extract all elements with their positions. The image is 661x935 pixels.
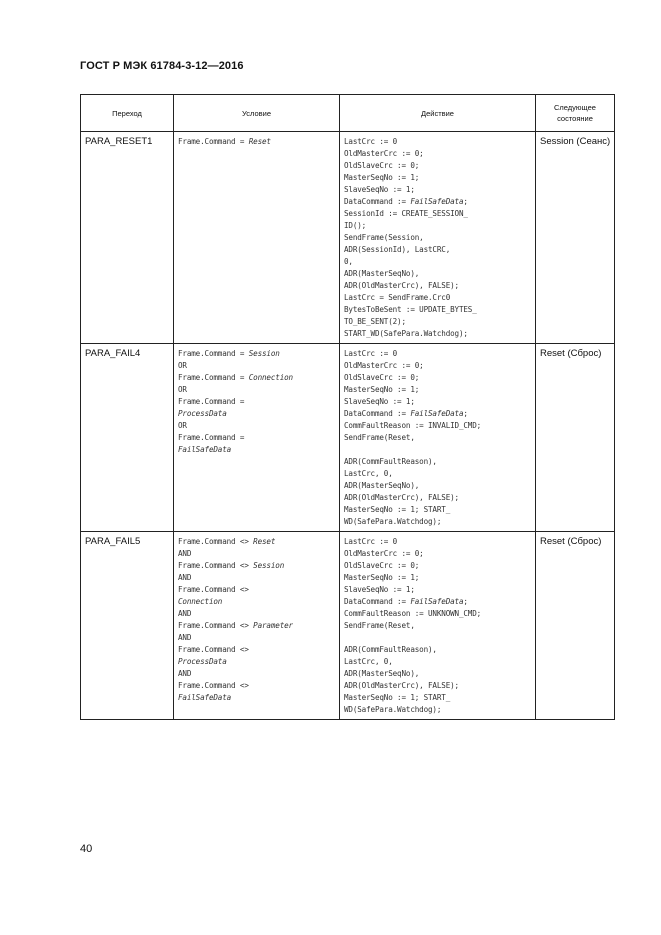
code-text: SlaveSeqNo := 1;	[344, 397, 415, 406]
code-italic-term: ProcessData	[178, 657, 227, 666]
code-italic-term: FailSafeData	[178, 693, 232, 702]
header-transition: Переход	[81, 95, 174, 132]
code-line	[344, 360, 532, 372]
code-text: ADR(CommFaultReason),	[344, 457, 437, 466]
code-text: AND	[178, 549, 192, 558]
code-line	[178, 408, 336, 420]
code-line	[344, 256, 532, 268]
code-line	[344, 408, 532, 420]
code-line	[178, 620, 336, 632]
code-line	[344, 420, 532, 432]
code-line	[178, 560, 336, 572]
code-line	[344, 656, 532, 668]
table-body	[81, 132, 615, 720]
code-line	[344, 584, 532, 596]
code-italic-term: FailSafeData	[410, 409, 464, 418]
code-line	[344, 596, 532, 608]
code-line	[178, 680, 336, 692]
code-text: Frame.Command =	[178, 433, 245, 442]
code-text: Frame.Command <>	[178, 645, 249, 654]
code-text: SlaveSeqNo := 1;	[344, 585, 415, 594]
code-line	[344, 348, 532, 360]
code-line	[344, 620, 532, 632]
page-number: 40	[80, 843, 93, 855]
action-cell	[340, 132, 536, 344]
code-line	[344, 536, 532, 548]
code-text: ADR(OldMasterCrc), FALSE);	[344, 681, 459, 690]
condition-cell	[174, 344, 340, 532]
code-text: SendFrame(Session,	[344, 233, 424, 242]
code-italic-term: FailSafeData	[410, 197, 464, 206]
code-text: DataCommand :=	[344, 597, 411, 606]
code-text-suffix: ;	[463, 197, 468, 206]
code-text: ID();	[344, 221, 367, 230]
code-line	[178, 656, 336, 668]
table-row	[81, 132, 615, 344]
code-line	[344, 196, 532, 208]
code-line	[178, 536, 336, 548]
code-text: Frame.Command <>	[178, 681, 249, 690]
code-line	[344, 136, 532, 148]
code-text: BytesToBeSent := UPDATE_BYTES_	[344, 305, 477, 314]
code-line	[344, 396, 532, 408]
code-text: OldSlaveCrc := 0;	[344, 373, 420, 382]
code-line	[344, 280, 532, 292]
code-line	[344, 608, 532, 620]
code-text: Frame.Command =	[178, 397, 245, 406]
code-text-suffix: ;	[463, 409, 468, 418]
code-text: OldMasterCrc := 0;	[344, 549, 424, 558]
code-text: OR	[178, 385, 187, 394]
code-text: OldSlaveCrc := 0;	[344, 561, 420, 570]
code-line	[178, 348, 336, 360]
code-text: CommFaultReason := INVALID_CMD;	[344, 421, 482, 430]
code-line	[178, 572, 336, 584]
code-italic-term: FailSafeData	[410, 597, 464, 606]
transition-cell: PARA_FAIL5	[81, 532, 174, 720]
code-text: AND	[178, 633, 192, 642]
action-cell	[340, 344, 536, 532]
code-text: OldSlaveCrc := 0;	[344, 161, 420, 170]
code-text: AND	[178, 669, 192, 678]
code-line	[344, 444, 532, 456]
code-text: 0,	[344, 257, 353, 266]
code-line	[344, 668, 532, 680]
code-line	[344, 184, 532, 196]
transition-cell: PARA_RESET1	[81, 132, 174, 344]
code-line	[344, 316, 532, 328]
code-text: DataCommand :=	[344, 409, 411, 418]
code-text: SendFrame(Reset,	[344, 433, 415, 442]
code-line	[344, 160, 532, 172]
code-line	[344, 232, 532, 244]
code-line	[178, 692, 336, 704]
code-text: LastCrc := 0	[344, 537, 398, 546]
code-line	[344, 492, 532, 504]
table-header-row	[81, 95, 615, 132]
header-action: Действие	[340, 95, 536, 132]
code-line	[178, 444, 336, 456]
code-text: CommFaultReason := UNKNOWN_CMD;	[344, 609, 482, 618]
code-line	[344, 632, 532, 644]
code-line	[344, 148, 532, 160]
code-text: OldMasterCrc := 0;	[344, 149, 424, 158]
code-text: SendFrame(Reset,	[344, 621, 415, 630]
table-row	[81, 344, 615, 532]
code-text: LastCrc, 0,	[344, 469, 393, 478]
code-text: MasterSeqNo := 1; START_	[344, 693, 451, 702]
code-line	[344, 480, 532, 492]
code-line	[344, 692, 532, 704]
code-italic-term: Parameter	[253, 621, 293, 630]
code-text: ADR(MasterSeqNo),	[344, 269, 420, 278]
code-text: Frame.Command <>	[178, 621, 254, 630]
code-text: ADR(OldMasterCrc), FALSE);	[344, 493, 459, 502]
code-line	[178, 584, 336, 596]
code-line	[344, 372, 532, 384]
code-text: LastCrc = SendFrame.Crc0	[344, 293, 451, 302]
code-text: Frame.Command <>	[178, 585, 249, 594]
code-italic-term: Session	[253, 561, 285, 570]
code-text: ADR(MasterSeqNo),	[344, 481, 420, 490]
code-line	[178, 136, 336, 148]
code-line	[178, 632, 336, 644]
condition-cell	[174, 532, 340, 720]
code-italic-term: Session	[248, 349, 280, 358]
code-line	[344, 268, 532, 280]
code-text: Frame.Command <>	[178, 561, 254, 570]
next-state-cell: Reset (Сброс)	[536, 532, 615, 720]
next-state-cell: Reset (Сброс)	[536, 344, 615, 532]
code-text: OR	[178, 361, 187, 370]
code-italic-term: Connection	[178, 597, 223, 606]
code-text: MasterSeqNo := 1; START_	[344, 505, 451, 514]
table-row	[81, 532, 615, 720]
code-text: OR	[178, 421, 187, 430]
code-text: AND	[178, 609, 192, 618]
code-line	[178, 644, 336, 656]
code-line	[178, 608, 336, 620]
code-line	[344, 244, 532, 256]
code-line	[344, 328, 532, 340]
code-text: AND	[178, 573, 192, 582]
code-line	[344, 680, 532, 692]
code-line	[178, 372, 336, 384]
code-text: ADR(SessionId), LastCRC,	[344, 245, 451, 254]
document-header: ГОСТ Р МЭК 61784-3-12—2016	[80, 60, 244, 72]
code-italic-term: Connection	[248, 373, 293, 382]
code-text: MasterSeqNo := 1;	[344, 385, 420, 394]
code-text: WD(SafePara.Watchdog);	[344, 517, 442, 526]
state-transition-table	[80, 94, 615, 720]
code-line	[344, 572, 532, 584]
code-line	[344, 292, 532, 304]
code-italic-term: Reset	[253, 537, 276, 546]
next-state-cell: Session (Сеанс)	[536, 132, 615, 344]
code-line	[344, 704, 532, 716]
code-text: LastCrc := 0	[344, 137, 398, 146]
action-cell	[340, 532, 536, 720]
code-line	[344, 304, 532, 316]
code-text: SlaveSeqNo := 1;	[344, 185, 415, 194]
code-italic-term: FailSafeData	[178, 445, 232, 454]
code-text: MasterSeqNo := 1;	[344, 173, 420, 182]
code-text: LastCrc := 0	[344, 349, 398, 358]
header-condition: Условие	[174, 95, 340, 132]
code-line	[178, 548, 336, 560]
code-line	[344, 516, 532, 528]
code-line	[344, 172, 532, 184]
code-line	[344, 468, 532, 480]
code-text: TO_BE_SENT(2);	[344, 317, 406, 326]
code-text: SessionId := CREATE_SESSION_	[344, 209, 468, 218]
code-text: Frame.Command <>	[178, 537, 254, 546]
code-text: OldMasterCrc := 0;	[344, 361, 424, 370]
code-text: Frame.Command =	[178, 373, 249, 382]
transition-cell: PARA_FAIL4	[81, 344, 174, 532]
code-line	[344, 384, 532, 396]
code-line	[178, 420, 336, 432]
code-italic-term: ProcessData	[178, 409, 227, 418]
code-text: ADR(OldMasterCrc), FALSE);	[344, 281, 459, 290]
code-text: MasterSeqNo := 1;	[344, 573, 420, 582]
code-text: Frame.Command =	[178, 137, 249, 146]
code-line	[178, 360, 336, 372]
header-next-state: Следующее состояние	[536, 95, 615, 132]
code-text-suffix: ;	[463, 597, 468, 606]
code-line	[344, 560, 532, 572]
code-line	[344, 504, 532, 516]
code-line	[178, 384, 336, 396]
code-line	[344, 432, 532, 444]
code-line	[344, 220, 532, 232]
code-text: ADR(MasterSeqNo),	[344, 669, 420, 678]
condition-cell	[174, 132, 340, 344]
code-line	[344, 548, 532, 560]
code-line	[344, 456, 532, 468]
code-line	[178, 432, 336, 444]
code-line	[178, 396, 336, 408]
code-text: LastCrc, 0,	[344, 657, 393, 666]
code-line	[344, 644, 532, 656]
code-line	[178, 596, 336, 608]
code-line	[178, 668, 336, 680]
code-text: ADR(CommFaultReason),	[344, 645, 437, 654]
code-text: START_WD(SafePara.Watchdog);	[344, 329, 468, 338]
code-line	[344, 208, 532, 220]
code-italic-term: Reset	[248, 137, 271, 146]
code-text: Frame.Command =	[178, 349, 249, 358]
code-text: DataCommand :=	[344, 197, 411, 206]
code-text: WD(SafePara.Watchdog);	[344, 705, 442, 714]
